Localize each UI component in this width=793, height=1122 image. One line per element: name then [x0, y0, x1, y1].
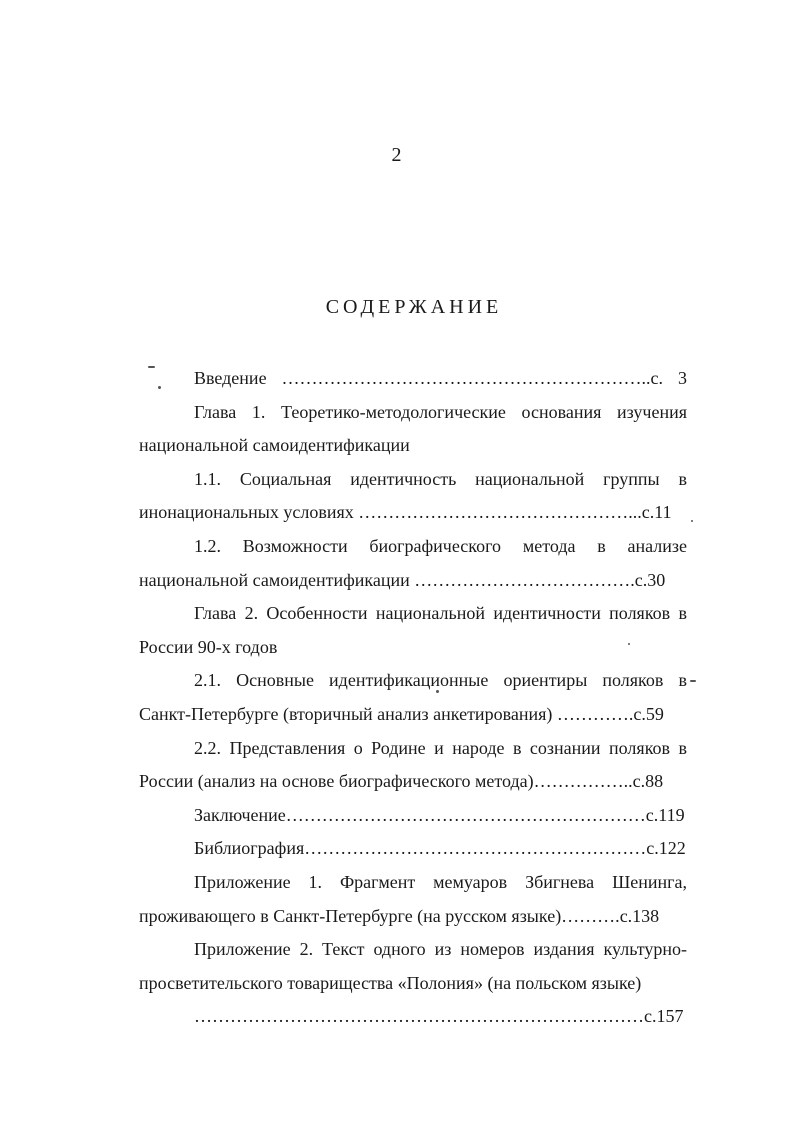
- toc-entry-text: 2.1. Основные идентификационные ориентиры поляков в Санкт-Петербурге (вторичный анализ анкетирования) ………….: [139, 670, 687, 724]
- toc-entry-text: Глава 1. Теоретико-методологические основания изучения национальной самоидентификации: [139, 401, 687, 456]
- toc-heading: СОДЕРЖАНИЕ: [325, 296, 503, 318]
- toc-entry-appendix-2-page: [139, 1000, 687, 1034]
- scan-speck: [690, 680, 696, 682]
- toc-entry-page: с.59: [633, 703, 664, 724]
- toc-entry-bibliography: [139, 832, 687, 866]
- toc-entry-page: с.30: [634, 569, 666, 590]
- toc-entry-text: Заключение……………………………………………………: [194, 804, 646, 825]
- toc-entry-chapter-1: [139, 396, 687, 463]
- toc-entry-page: с.122: [646, 838, 686, 859]
- scan-speck: [148, 366, 155, 368]
- toc-entry-text: Глава 2. Особенности национальной идентичности поляков в России 90-х годов: [139, 603, 687, 657]
- toc-entry-intro: [139, 362, 687, 396]
- scan-speck: [158, 386, 161, 389]
- scan-speck: [436, 690, 439, 693]
- toc-entry-text: 1.1. Социальная идентичность национальной группы в инонациональных условиях ………………………………………...: [139, 468, 687, 523]
- toc-entry-text: Приложение 2. Текст одного из номеров издания культурно-просветительского товарищества «Полония» (на польском языке): [139, 939, 687, 993]
- toc-entry-page: с.88: [632, 771, 664, 792]
- toc-entry-section-1-1: [139, 463, 687, 530]
- scan-speck: [628, 643, 630, 645]
- toc-entry-section-2-1: [139, 664, 687, 731]
- toc-entry-conclusion: [139, 799, 687, 833]
- toc-entry-page: с.11: [641, 502, 672, 523]
- page-number: 2: [391, 144, 402, 166]
- toc-entry-page: с.157: [644, 1006, 684, 1027]
- scan-speck: [691, 520, 693, 522]
- toc-entry-text: Приложение 1. Фрагмент мемуаров Збигнева Шенинга, проживающего в Санкт-Петербурге (на русском языке)……….: [139, 871, 687, 926]
- toc-entry-page: с. 3: [650, 368, 687, 388]
- toc-entry-text: …………………………………………………………………: [194, 1006, 644, 1027]
- toc-entry-text: 1.2. Возможности биографического метода в анализе национальной самоидентификации ……………………………….: [139, 535, 687, 590]
- table-of-contents: [139, 362, 687, 1034]
- toc-entry-appendix-2: [139, 933, 687, 1000]
- toc-entry-page: с.138: [619, 905, 660, 926]
- toc-entry-page: с.119: [645, 804, 685, 825]
- toc-entry-chapter-2: [139, 597, 687, 664]
- toc-entry-text: 2.2. Представления о Родине и народе в сознании поляков в России (анализ на основе биографического метода)……………..: [139, 737, 687, 792]
- toc-entry-section-1-2: [139, 530, 687, 597]
- toc-entry-text: Библиография…………………………………………………: [194, 838, 647, 859]
- toc-entry-text: Введение ……………………………………………………..: [194, 368, 651, 388]
- toc-entry-section-2-2: [139, 732, 687, 799]
- toc-entry-appendix-1: [139, 866, 687, 933]
